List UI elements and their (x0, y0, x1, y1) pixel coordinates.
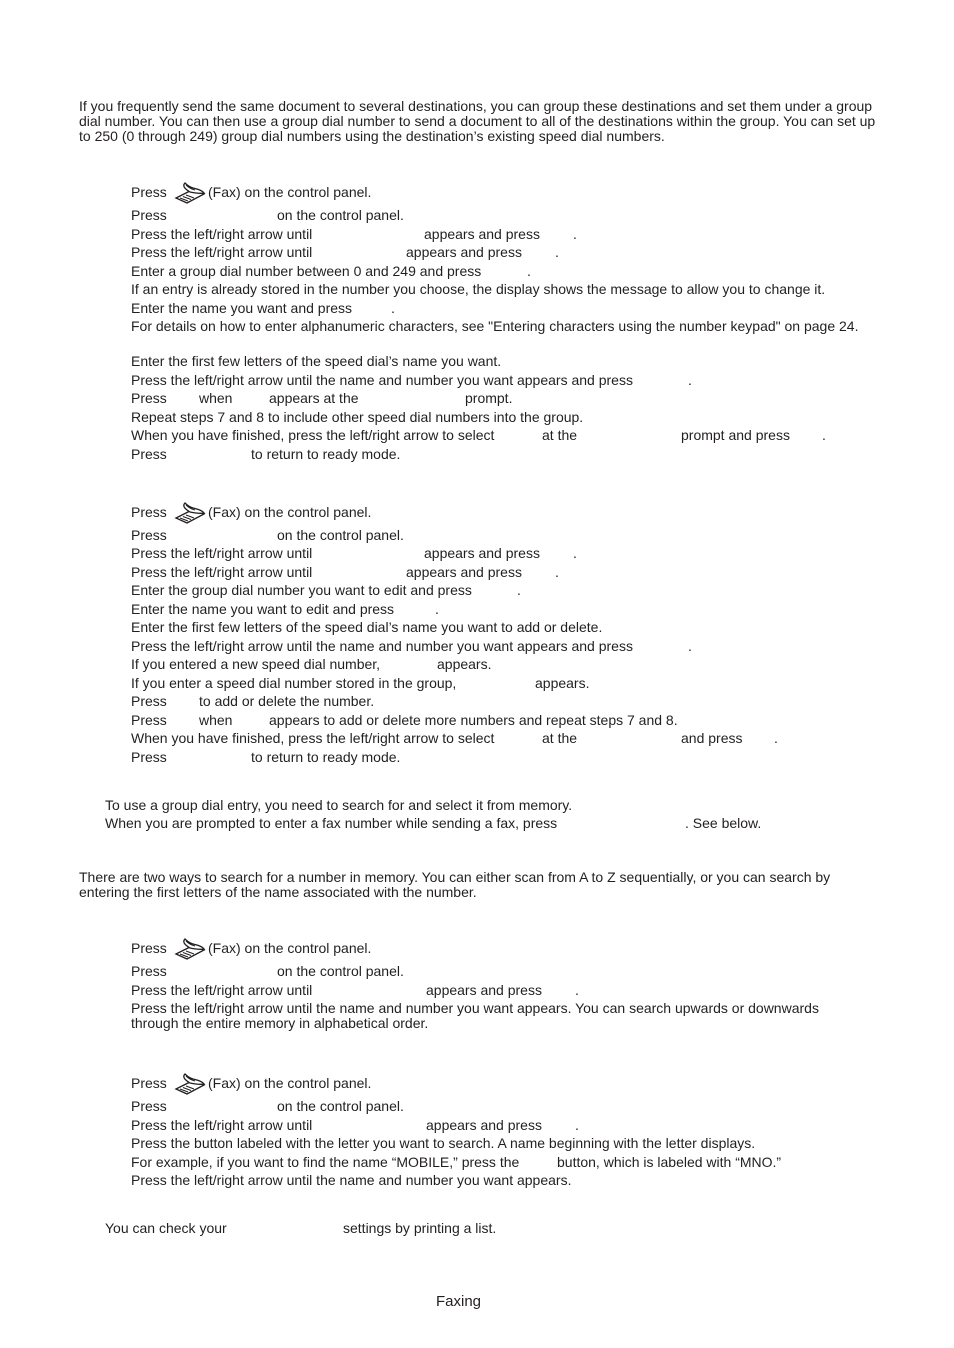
step-text: Press (131, 207, 167, 223)
step-text: Enter a group dial number between 0 and 249 and press (131, 263, 482, 279)
search-intro: There are two ways to search for a number in memory. You can either scan from A to Z sequentially, or you can search by entering the first letters of the name associated with the number. (79, 869, 831, 900)
letter-step-arrow-phone-book (131, 1117, 579, 1133)
step-text: . (527, 263, 531, 279)
step-text: Press (131, 963, 167, 979)
letter-step-press-fax (131, 1075, 372, 1091)
seq-step-scroll: Press the left/right arrow until the name and number you want appears. You can search upwards or downwards through the entire memory in alphabetical order. (131, 1000, 819, 1031)
step-arrow-group-dial (131, 244, 559, 260)
step-text: Press the left/right arrow until (131, 564, 313, 580)
seq-step-press-fax (131, 940, 372, 956)
step-text: when (199, 390, 233, 406)
step-text: appears and press (426, 982, 542, 998)
edit-step-arrow-group-dial (131, 564, 559, 580)
step-text: Press the left/right arrow until (131, 244, 313, 260)
edit-step-select-name (131, 638, 692, 654)
step-text: When you have finished, press the left/right arrow to select (131, 730, 495, 746)
step-text: . (555, 244, 559, 260)
edit-step-stored-number (131, 675, 590, 691)
step-text: Press (131, 184, 167, 200)
seq-step-arrow-phone-book (131, 982, 579, 998)
step-text: when (199, 712, 233, 728)
step-text: . (688, 638, 692, 654)
step-text: . (555, 564, 559, 580)
step-details: For details on how to enter alphanumeric characters, see "Entering characters using the number keypad" on page 24. (131, 318, 859, 334)
step-text: (Fax) on the control panel. (208, 940, 372, 956)
note-text: settings by printing a list. (343, 1220, 497, 1236)
step-text: Press the left/right arrow until the name and number you want appears and press (131, 372, 633, 388)
step-text: prompt and press (681, 427, 790, 443)
step-text: Press (131, 693, 167, 709)
step-text: Press the left/right arrow until (131, 545, 313, 561)
step-enter-name (131, 300, 395, 316)
step-text: (Fax) on the control panel. (208, 504, 372, 520)
edit-step-press-when (131, 712, 678, 728)
step-text: Press the left/right arrow until (131, 982, 313, 998)
step-text: If you entered a new speed dial number, (131, 656, 381, 672)
letter-step-final: Press the left/right arrow until the name and number you want appears. (131, 1172, 572, 1188)
step-text: to return to ready mode. (251, 446, 401, 462)
step-text: . (688, 372, 692, 388)
step-arrow-phone-book (131, 226, 577, 242)
step-text: . (435, 601, 439, 617)
step-text: appears at the (269, 390, 359, 406)
intro-paragraph: If you frequently send the same document to several destinations, you can group these destinations and set them under a group dial number. You can then use a group dial number to send a document to all of the destinations within the group. You can set up to 250 (0 through 249) group dial numbers using the destination’s existing speed dial numbers. (79, 98, 876, 144)
step-text: Press (131, 940, 167, 956)
step-text: on the control panel. (277, 207, 404, 223)
step-text: at the (542, 427, 578, 443)
step-text: . (575, 982, 579, 998)
step-text: appears. (535, 675, 590, 691)
step-text: Press (131, 504, 167, 520)
page-footer: Faxing (436, 1293, 482, 1310)
step-text: . (391, 300, 395, 316)
step-text: Press (131, 712, 167, 728)
step-text: button, which is labeled with “MNO.” (557, 1154, 782, 1170)
fax-icon (173, 1072, 207, 1096)
step-text: on the control panel. (277, 527, 404, 543)
step-text: appears and press (424, 545, 540, 561)
seq-step-press-menu (131, 963, 404, 979)
step-text: Press the left/right arrow until (131, 226, 313, 242)
letter-step-press-menu (131, 1098, 404, 1114)
note-text: When you are prompted to enter a fax number while sending a fax, press (105, 815, 558, 831)
step-text: . (517, 582, 521, 598)
step-entry-stored: If an entry is already stored in the number you choose, the display shows the message to allow you to change it. (131, 281, 826, 297)
step-text: If you enter a speed dial number stored in the group, (131, 675, 457, 691)
step-text: . (822, 427, 826, 443)
step-text: appears to add or delete more numbers and repeat steps 7 and 8. (269, 712, 678, 728)
step-text: to add or delete the number. (199, 693, 375, 709)
step-text: Press (131, 446, 167, 462)
print-note (105, 1220, 497, 1236)
step-finished (131, 427, 826, 443)
step-text: For example, if you want to find the name “MOBILE,” press the (131, 1154, 520, 1170)
edit-step-new-number (131, 656, 492, 672)
fax-icon (173, 501, 207, 525)
step-text: at the (542, 730, 578, 746)
step-text: Press (131, 1098, 167, 1114)
note-text: . See below. (685, 815, 762, 831)
step-text: on the control panel. (277, 963, 404, 979)
step-text: Press the left/right arrow until the name and number you want appears and press (131, 638, 633, 654)
step-text: (Fax) on the control panel. (208, 1075, 372, 1091)
step-text: Enter the name you want and press (131, 300, 353, 316)
edit-step-finished (131, 730, 778, 746)
letter-step-press-letter: Press the button labeled with the letter you want to search. A name beginning with the letter displays. (131, 1135, 756, 1151)
step-text: Enter the name you want to edit and press (131, 601, 395, 617)
note-text: You can check your (105, 1220, 227, 1236)
step-text: Press (131, 1075, 167, 1091)
step-enter-group-number (131, 263, 531, 279)
step-press-when (131, 390, 513, 406)
using-group-line2 (105, 815, 762, 831)
step-text: . (573, 545, 577, 561)
step-text: (Fax) on the control panel. (208, 184, 372, 200)
step-press-menu (131, 207, 404, 223)
step-text: appears and press (406, 564, 522, 580)
step-text: When you have finished, press the left/right arrow to select (131, 427, 495, 443)
edit-step-enter-name (131, 601, 439, 617)
edit-step-press-fax (131, 504, 372, 520)
step-text: Press (131, 390, 167, 406)
using-group-line1: To use a group dial entry, you need to search for and select it from memory. (105, 797, 573, 813)
step-text: and press (681, 730, 743, 746)
step-text: . (573, 226, 577, 242)
edit-step-return-ready (131, 749, 401, 765)
step-text: appears. (437, 656, 492, 672)
edit-step-press-menu (131, 527, 404, 543)
step-text: appears and press (424, 226, 540, 242)
step-text: to return to ready mode. (251, 749, 401, 765)
step-text: prompt. (465, 390, 513, 406)
edit-step-arrow-phone-book (131, 545, 577, 561)
step-text: Press (131, 749, 167, 765)
step-text: Press (131, 527, 167, 543)
step-select-name (131, 372, 692, 388)
step-repeat: Repeat steps 7 and 8 to include other speed dial numbers into the group. (131, 409, 584, 425)
step-text: . (575, 1117, 579, 1133)
edit-step-enter-group-number (131, 582, 521, 598)
step-text: . (774, 730, 778, 746)
edit-step-add-delete (131, 693, 375, 709)
step-first-letters: Enter the first few letters of the speed dial’s name you want. (131, 353, 502, 369)
step-press-fax (131, 184, 372, 200)
step-text: Press the left/right arrow until (131, 1117, 313, 1133)
letter-step-example (131, 1154, 782, 1170)
step-text: on the control panel. (277, 1098, 404, 1114)
fax-icon (173, 937, 207, 961)
step-text: appears and press (406, 244, 522, 260)
step-text: Enter the group dial number you want to edit and press (131, 582, 472, 598)
step-text: appears and press (426, 1117, 542, 1133)
edit-step-first-letters: Enter the first few letters of the speed dial’s name you want to add or delete. (131, 619, 603, 635)
fax-icon (173, 181, 207, 205)
step-return-ready (131, 446, 401, 462)
